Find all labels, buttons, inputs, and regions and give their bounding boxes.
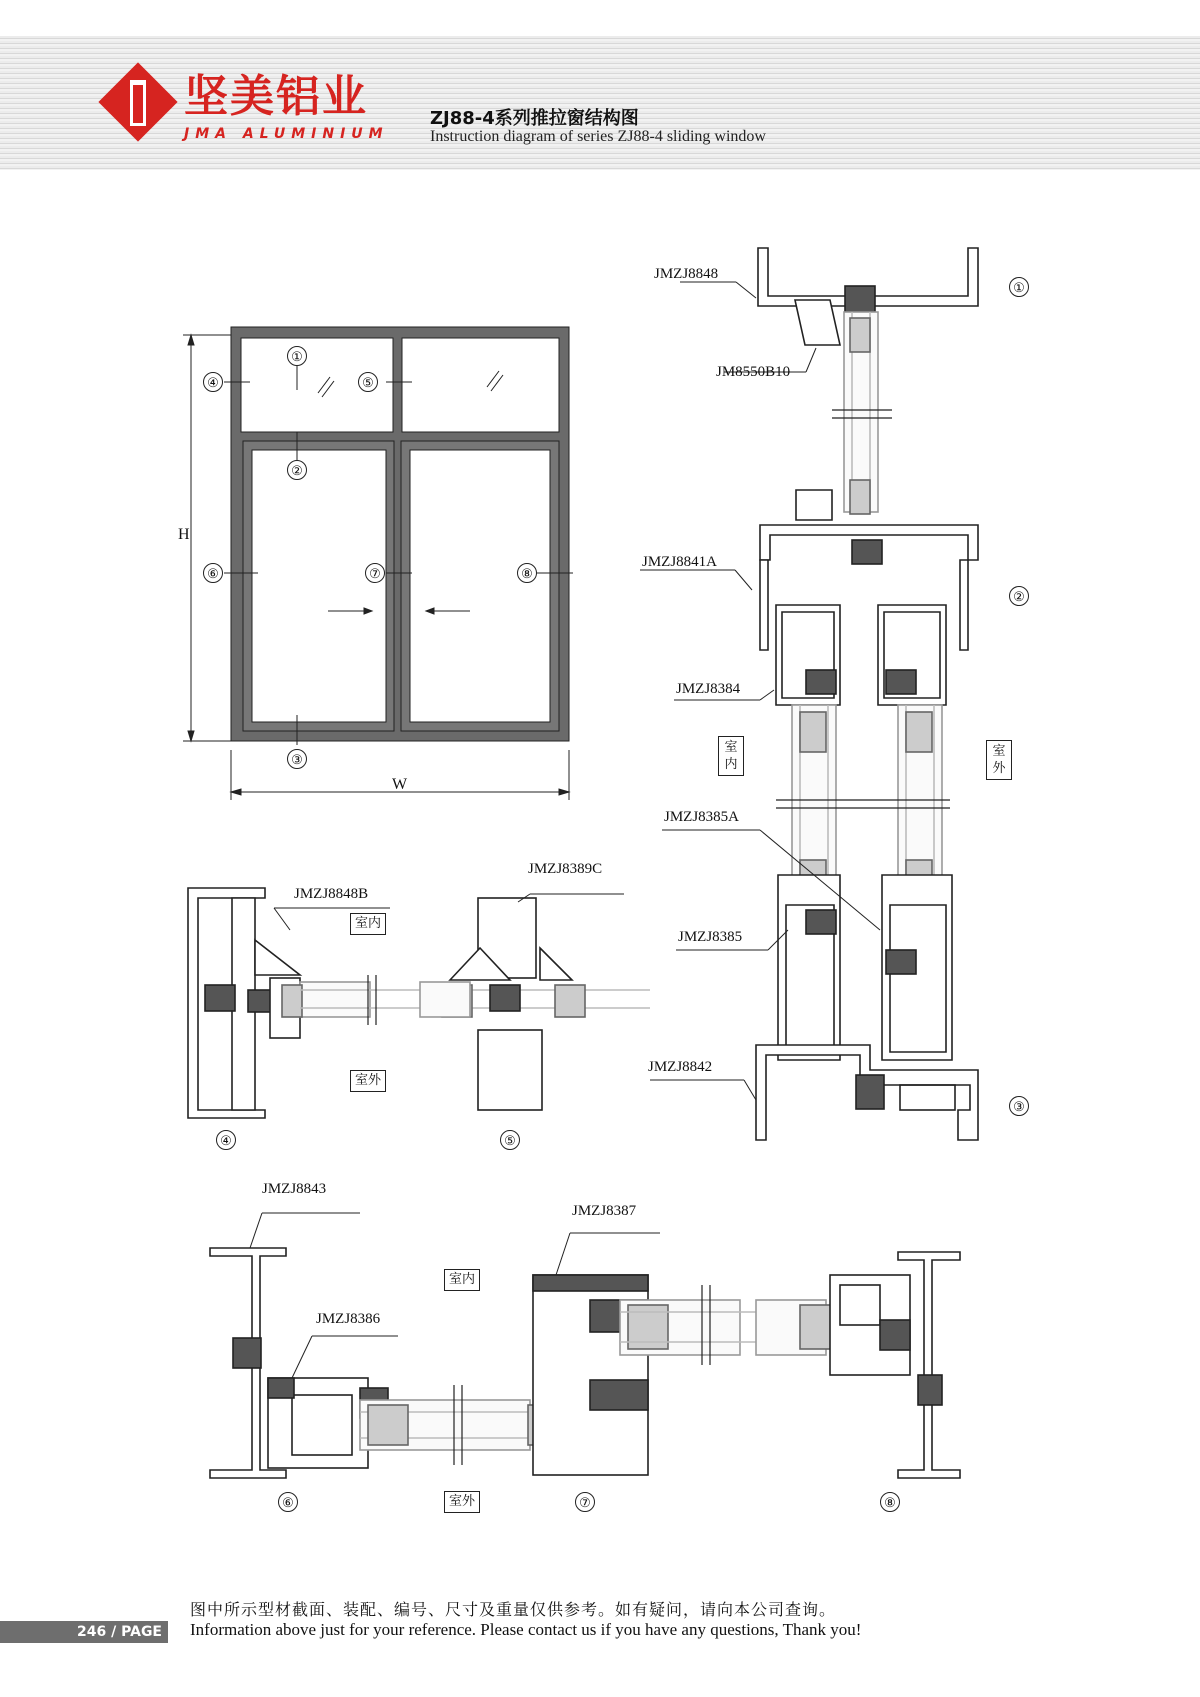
footer-note-cn: 图中所示型材截面、装配、编号、尺寸及重量仅供参考。如有疑问，请向本公司查询。: [190, 1600, 837, 1619]
footer-note-en: Information above just for your reference. Please contact us if you have any questions, Thank you!: [190, 1620, 862, 1639]
part-label-jmzj8385: JMZJ8385: [678, 929, 743, 945]
section-4-5-drawing: [188, 888, 650, 1118]
section-marker-8: ⑧: [880, 1492, 900, 1512]
page-title: ZJ88-4系列推拉窗结构图: [430, 108, 639, 129]
brand-name-cn: 坚美铝业: [184, 71, 368, 122]
section-marker-7: ⑦: [575, 1492, 595, 1512]
elev-marker-7: ⑦: [365, 563, 385, 583]
section-marker-6: ⑥: [278, 1492, 298, 1512]
elev-marker-8: ⑧: [517, 563, 537, 583]
part-label-jmzj8389c: JMZJ8389C: [528, 861, 603, 877]
section-marker-3: ③: [1009, 1096, 1029, 1116]
elev-marker-1: ①: [287, 346, 307, 366]
elev-marker-4: ④: [203, 372, 223, 392]
indoor-label-s678: 室内: [444, 1269, 480, 1291]
section-marker-4: ④: [216, 1130, 236, 1150]
part-label-jmzj8842: JMZJ8842: [648, 1059, 713, 1075]
part-label-jmzj8385a: JMZJ8385A: [664, 809, 740, 825]
elev-marker-5: ⑤: [358, 372, 378, 392]
elev-marker-2: ②: [287, 460, 307, 480]
part-label-jmzj8843: JMZJ8843: [262, 1181, 327, 1197]
section-marker-1: ①: [1009, 277, 1029, 297]
height-label: H: [178, 526, 190, 543]
elev-marker-3: ③: [287, 749, 307, 769]
indoor-label-vertical: 室内: [718, 736, 744, 776]
part-label-jmzj8386: JMZJ8386: [316, 1311, 381, 1327]
page-number-badge: 246 / PAGE: [0, 1621, 168, 1643]
outdoor-label-s678: 室外: [444, 1491, 480, 1513]
elev-marker-6: ⑥: [203, 563, 223, 583]
part-label-jmzj8387: JMZJ8387: [572, 1203, 637, 1219]
section-marker-5: ⑤: [500, 1130, 520, 1150]
part-label-jmzj8848: JMZJ8848: [654, 266, 719, 282]
indoor-label-s45: 室内: [350, 913, 386, 935]
outdoor-label-vertical: 室外: [986, 740, 1012, 780]
section-marker-2: ②: [1009, 586, 1029, 606]
part-label-jmzj8848b: JMZJ8848B: [294, 886, 369, 902]
brand-name-en: JMA ALUMINIUM: [184, 126, 389, 142]
page-subtitle: Instruction diagram of series ZJ88-4 sliding window: [430, 128, 766, 145]
outdoor-label-s45: 室外: [350, 1070, 386, 1092]
part-label-jmzj8384: JMZJ8384: [676, 681, 741, 697]
width-label: W: [392, 776, 408, 793]
vertical-section-drawing: [756, 248, 978, 1140]
part-label-jm8550b10: JM8550B10: [716, 364, 791, 380]
part-label-jmzj8841a: JMZJ8841A: [642, 554, 718, 570]
horizontal-section-drawing: [210, 1248, 960, 1478]
